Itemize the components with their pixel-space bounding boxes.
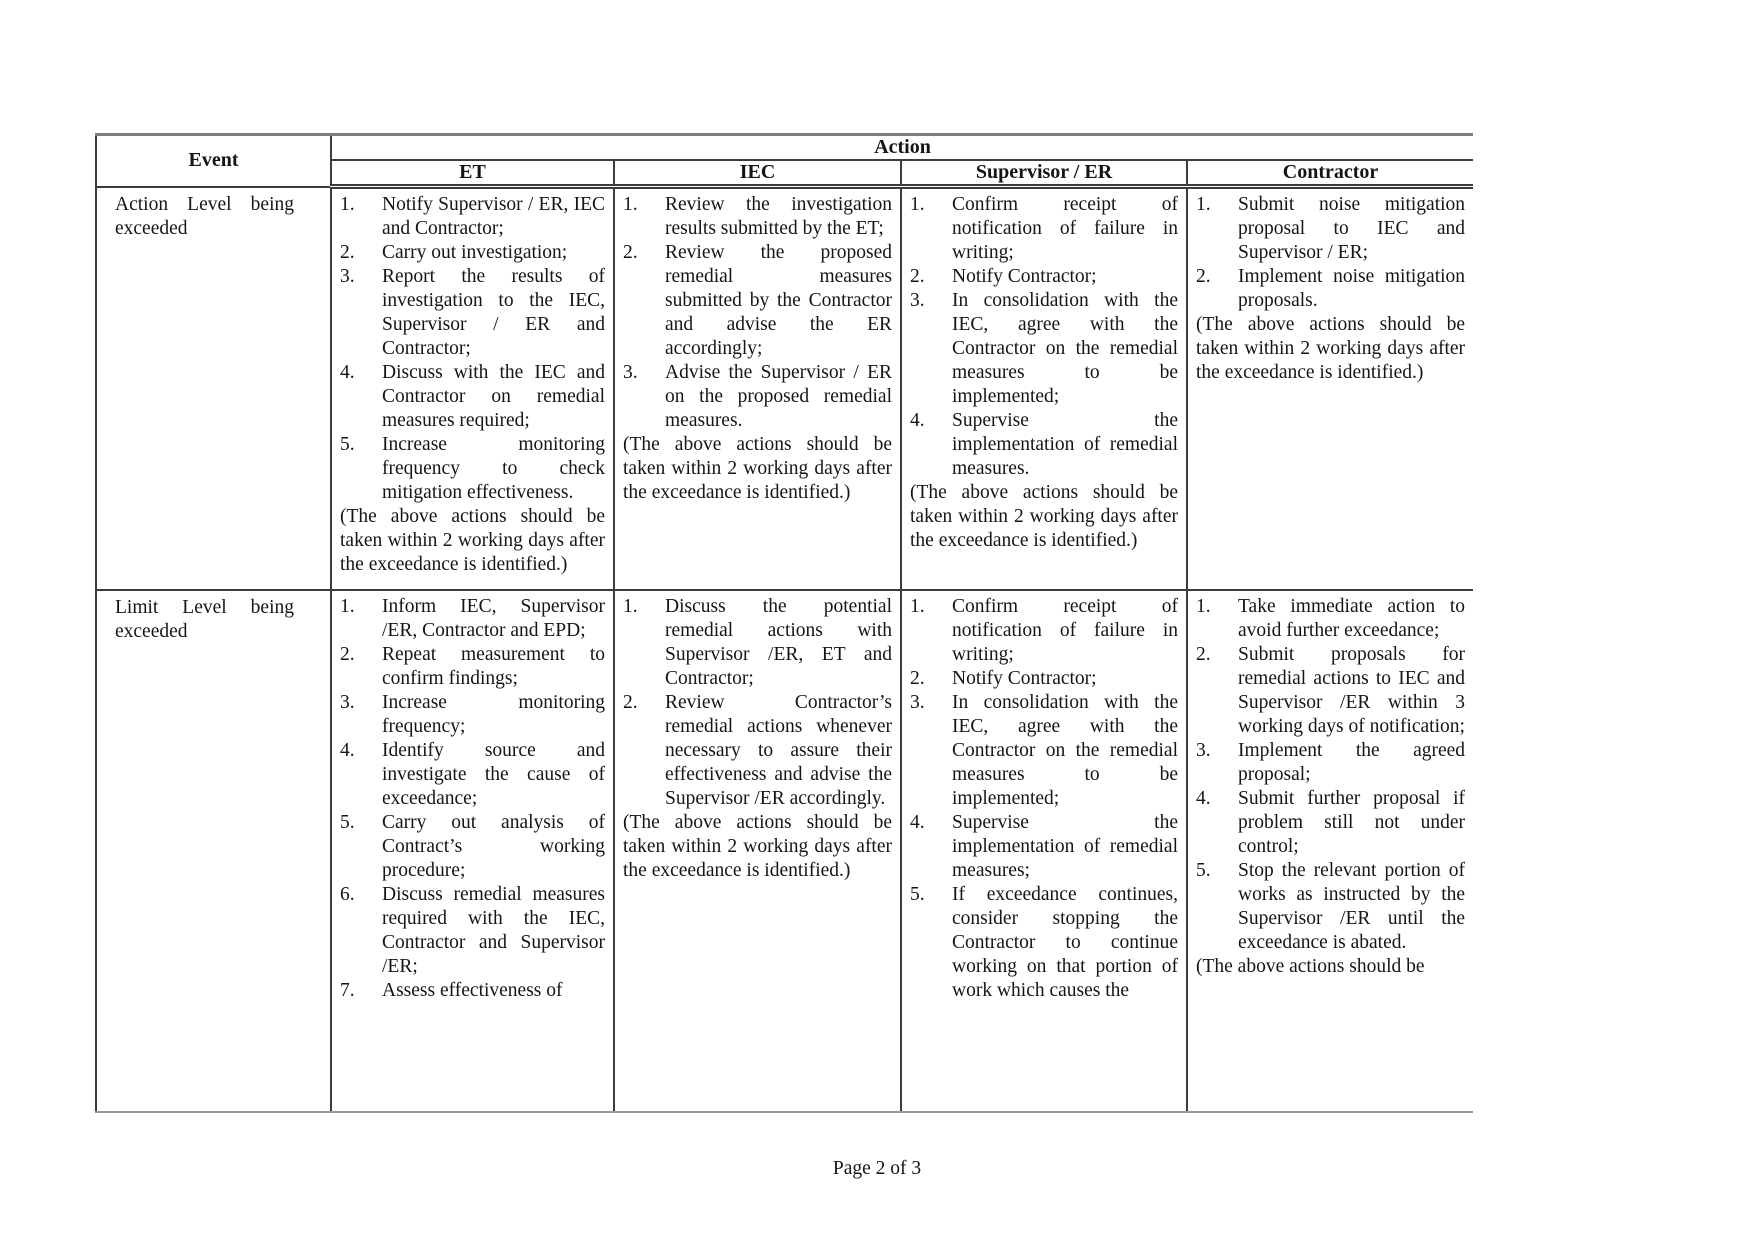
- item-text: Notify Contractor;: [952, 266, 1097, 287]
- header-col-contractor: Contractor: [1187, 160, 1473, 187]
- item-number: 4.: [1196, 787, 1211, 809]
- cell-limit-level-contractor: [1187, 590, 1473, 1114]
- item-number: 1.: [1196, 595, 1211, 617]
- action-item: [910, 691, 1178, 811]
- item-text: Identify source and investigate the cause of exceedance;: [382, 739, 605, 809]
- item-text: Report the results of investigation to the IEC, Supervisor / ER and Contractor;: [382, 266, 605, 359]
- item-text: Notify Supervisor / ER, IEC and Contractor;: [382, 194, 605, 239]
- action-list: [340, 193, 605, 505]
- item-number: 4.: [910, 410, 925, 431]
- item-text: Review Contractor’s remedial actions whenever necessary to assure their effectiveness and advise the Supervisor /ER accordingly.: [665, 691, 892, 809]
- action-list: [340, 595, 605, 1003]
- item-text: Increase monitoring frequency to check mitigation effectiveness.: [382, 434, 605, 503]
- item-number: 5.: [910, 883, 925, 905]
- action-item: [910, 595, 1178, 667]
- item-number: 4.: [910, 811, 925, 833]
- cell-action-level-supervisor-er: [901, 187, 1187, 590]
- item-number: 4.: [340, 362, 355, 383]
- item-text: Submit proposals for remedial actions to IEC and Supervisor /ER within 3 working days of notification;: [1238, 643, 1466, 737]
- item-number: 5.: [1196, 859, 1211, 881]
- item-number: 1.: [910, 194, 925, 215]
- item-number: 3.: [623, 362, 638, 383]
- item-text: If exceedance continues, consider stopping the Contractor to continue working on that portion of work which causes the: [952, 883, 1178, 1001]
- item-number: 3.: [340, 691, 355, 713]
- item-text: Carry out investigation;: [382, 242, 568, 263]
- item-text: Supervise the implementation of remedial measures;: [952, 811, 1178, 881]
- action-list: [1196, 193, 1465, 313]
- item-text: Increase monitoring frequency;: [382, 691, 605, 737]
- item-text: Review the investigation results submitted by the ET;: [665, 194, 892, 239]
- action-item: [910, 193, 1178, 265]
- action-item: [340, 433, 605, 505]
- cell-note: (The above actions should be taken within 2 working days after the exceedance is identified.): [623, 811, 892, 881]
- item-text: Confirm receipt of notification of failure in writing;: [952, 194, 1178, 263]
- item-number: 5.: [340, 811, 355, 833]
- item-number: 2.: [340, 643, 355, 665]
- item-text: Notify Contractor;: [952, 667, 1097, 689]
- item-number: 7.: [340, 979, 355, 1001]
- page-footer: Page 2 of 3: [832, 1158, 922, 1179]
- action-item: [340, 811, 605, 883]
- item-number: 3.: [910, 290, 925, 311]
- item-text: Review the proposed remedial measures submitted by the Contractor and advise the ER accordingly;: [665, 242, 892, 359]
- item-text: Repeat measurement to confirm findings;: [382, 643, 605, 689]
- cell-action-level-contractor: [1187, 187, 1473, 590]
- action-item: [340, 979, 605, 1003]
- item-number: 2.: [340, 242, 355, 263]
- cell-limit-level-supervisor-er: [901, 590, 1187, 1114]
- item-text: Discuss remedial measures required with the IEC, Contractor and Supervisor /ER;: [382, 883, 605, 977]
- item-number: 3.: [340, 266, 355, 287]
- action-item: [340, 241, 605, 265]
- item-text: Take immediate action to avoid further exceedance;: [1238, 595, 1466, 641]
- action-item: [910, 409, 1178, 481]
- action-item: [623, 241, 892, 361]
- action-list: [623, 193, 892, 433]
- item-text: In consolidation with the IEC, agree with the Contractor on the remedial measures to be implemented;: [952, 691, 1178, 809]
- action-item: [1196, 739, 1465, 787]
- action-item: [910, 883, 1178, 1003]
- action-list: [910, 193, 1178, 481]
- action-item: [910, 265, 1178, 289]
- cell-note: (The above actions should be taken within 2 working days after the exceedance is identified.): [1196, 314, 1466, 383]
- header-event: Event: [96, 135, 331, 187]
- item-text: Implement noise mitigation proposals.: [1238, 266, 1466, 311]
- item-text: Confirm receipt of notification of failure in writing;: [952, 595, 1178, 665]
- item-number: 2.: [910, 667, 925, 689]
- item-number: 2.: [910, 266, 925, 287]
- action-item: [623, 691, 892, 811]
- item-number: 4.: [340, 739, 355, 761]
- actions-table-container: [95, 133, 1473, 1113]
- cell-note: (The above actions should be taken within 2 working days after the exceedance is identified.): [340, 506, 605, 575]
- action-list: [623, 595, 892, 811]
- item-text: Submit further proposal if problem still not under control;: [1238, 787, 1466, 857]
- event-cell-limit-level: Limit Level being exceeded: [96, 590, 331, 1114]
- item-text: Discuss with the IEC and Contractor on remedial measures required;: [382, 362, 605, 431]
- action-item: [340, 643, 605, 691]
- action-item: [1196, 859, 1465, 955]
- cell-note: (The above actions should be taken within 2 working days after the exceedance is identified.): [910, 482, 1178, 551]
- action-item: [1196, 595, 1465, 643]
- action-item: [340, 361, 605, 433]
- item-number: 3.: [1196, 739, 1211, 761]
- action-item: [623, 193, 892, 241]
- action-item: [340, 595, 605, 643]
- action-list: [1196, 595, 1465, 955]
- action-item: [1196, 787, 1465, 859]
- item-number: 1.: [1196, 194, 1211, 215]
- item-text: Inform IEC, Supervisor /ER, Contractor and EPD;: [382, 595, 605, 641]
- item-text: Advise the Supervisor / ER on the proposed remedial measures.: [665, 362, 892, 431]
- action-item: [340, 193, 605, 241]
- item-text: In consolidation with the IEC, agree with the Contractor on the remedial measures to be implemented;: [952, 290, 1178, 407]
- item-number: 1.: [340, 595, 355, 617]
- item-text: Discuss the potential remedial actions with Supervisor /ER, ET and Contractor;: [665, 595, 892, 689]
- item-text: Assess effectiveness of: [382, 979, 563, 1001]
- header-col-iec: IEC: [614, 160, 901, 187]
- header-col-et: ET: [331, 160, 614, 187]
- event-cell-action-level: Action Level being exceeded: [96, 187, 331, 590]
- item-number: 2.: [1196, 643, 1211, 665]
- item-number: 5.: [340, 434, 355, 455]
- item-number: 1.: [623, 194, 638, 215]
- item-text: Stop the relevant portion of works as instructed by the Supervisor /ER until the exceedance is abated.: [1238, 859, 1466, 953]
- action-item: [1196, 193, 1465, 265]
- item-number: 1.: [623, 595, 638, 617]
- header-action: Action: [331, 135, 1473, 161]
- cell-limit-level-iec: [614, 590, 901, 1114]
- action-item: [623, 361, 892, 433]
- action-item: [340, 883, 605, 979]
- action-item: [910, 811, 1178, 883]
- action-item: [340, 265, 605, 361]
- action-item: [1196, 265, 1465, 313]
- action-item: [340, 739, 605, 811]
- cell-action-level-et: [331, 187, 614, 590]
- table-row-action-level: [96, 187, 1473, 590]
- item-number: 3.: [910, 691, 925, 713]
- cell-action-level-iec: [614, 187, 901, 590]
- item-number: 1.: [910, 595, 925, 617]
- item-number: 6.: [340, 883, 355, 905]
- cell-note: (The above actions should be taken within 2 working days after the exceedance is identified.): [623, 434, 892, 503]
- actions-table: [95, 133, 1473, 1113]
- item-text: Carry out analysis of Contract’s working procedure;: [382, 811, 605, 881]
- table-row-limit-level: [96, 590, 1473, 1114]
- action-item: [623, 595, 892, 691]
- action-item: [910, 667, 1178, 691]
- item-number: 2.: [623, 691, 638, 713]
- item-text: Supervise the implementation of remedial measures.: [952, 410, 1178, 479]
- item-number: 1.: [340, 194, 355, 215]
- cell-limit-level-et: [331, 590, 614, 1114]
- item-text: Implement the agreed proposal;: [1238, 739, 1466, 785]
- item-number: 2.: [623, 242, 638, 263]
- header-col-supervisor-er: Supervisor / ER: [901, 160, 1187, 187]
- action-list: [910, 595, 1178, 1003]
- action-item: [340, 691, 605, 739]
- action-item: [910, 289, 1178, 409]
- action-item: [1196, 643, 1465, 739]
- item-number: 2.: [1196, 266, 1211, 287]
- cell-note: (The above actions should be: [1196, 955, 1425, 977]
- item-text: Submit noise mitigation proposal to IEC and Supervisor / ER;: [1238, 194, 1466, 263]
